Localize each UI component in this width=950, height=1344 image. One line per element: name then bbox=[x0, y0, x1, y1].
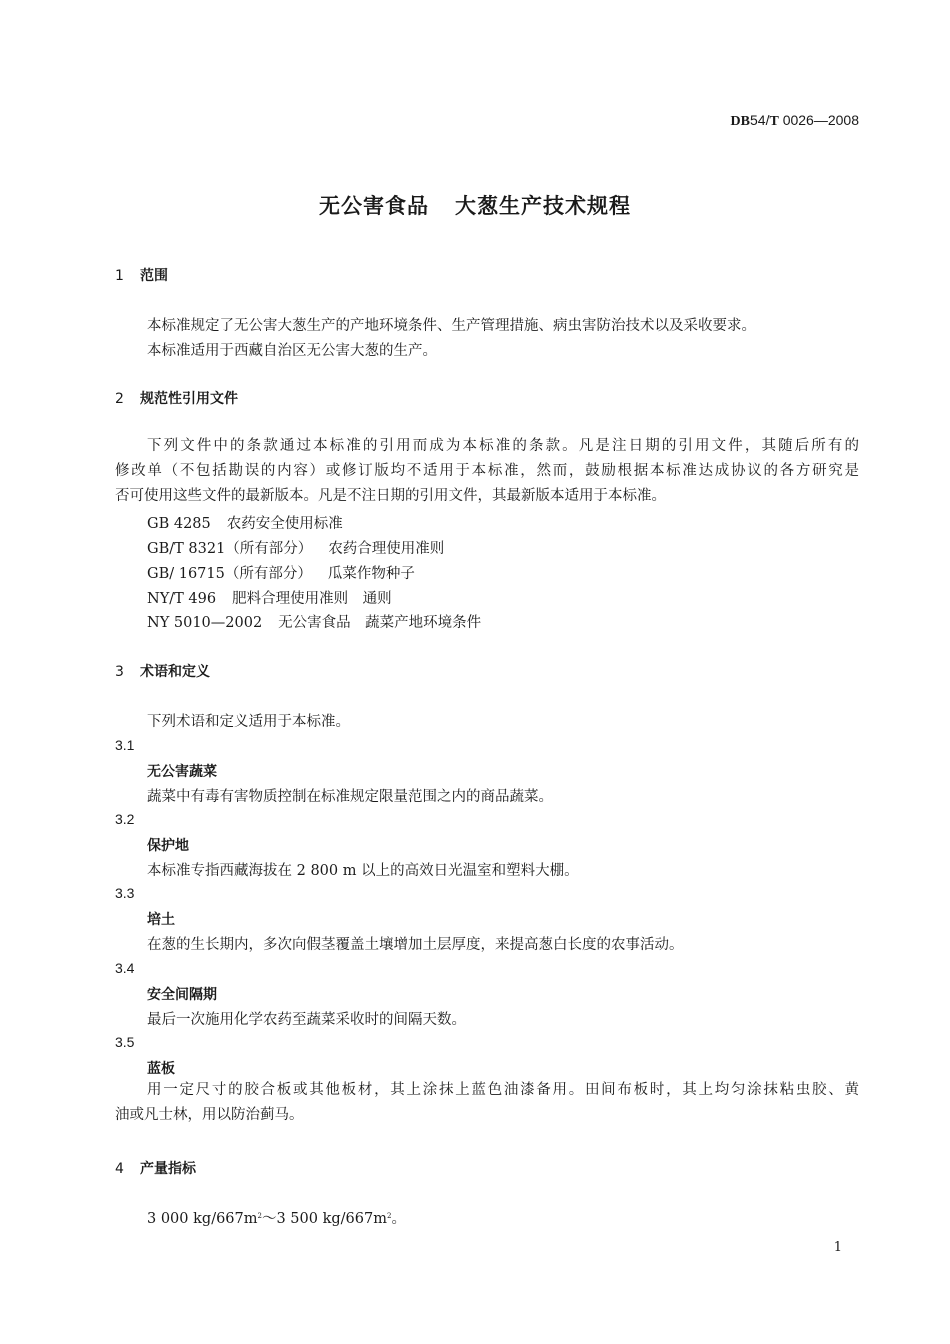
term-name: 安全间隔期 bbox=[147, 987, 217, 1003]
term-definition: 最后一次施用化学农药至蔬菜采收时的间隔天数。 bbox=[147, 1012, 466, 1028]
term-number: 3.2 bbox=[115, 811, 135, 827]
scope-line: 本标准规定了无公害大葱生产的产地环境条件、生产管理措施、病虫害防治技术以及采收要求。 bbox=[147, 318, 756, 334]
reference-item: NY/T 496 肥料合理使用准则 通则 bbox=[147, 591, 392, 607]
reference-item: GB 4285 农药安全使用标准 bbox=[147, 516, 343, 532]
term-name: 保护地 bbox=[147, 838, 189, 854]
term-number: 3.5 bbox=[115, 1034, 135, 1050]
terms-intro: 下列术语和定义适用于本标准。 bbox=[147, 714, 350, 730]
term-name: 培土 bbox=[147, 912, 175, 928]
term-name: 无公害蔬菜 bbox=[147, 764, 217, 780]
reference-item: NY 5010—2002 无公害食品 蔬菜产地环境条件 bbox=[147, 615, 482, 631]
standard-code: DB54/T 0026—2008 bbox=[730, 112, 859, 129]
term-definition: 蔬菜中有毒有害物质控制在标准规定限量范围之内的商品蔬菜。 bbox=[147, 789, 553, 805]
term-name: 蓝板 bbox=[147, 1061, 175, 1077]
section-heading-terms: 3 术语和定义 bbox=[115, 664, 210, 680]
section-heading-yield: 4 产量指标 bbox=[115, 1161, 196, 1177]
scope-line: 本标准适用于西藏自治区无公害大葱的生产。 bbox=[147, 343, 437, 359]
term-definition: 在葱的生长期内，多次向假茎覆盖土壤增加土层厚度，来提高葱白长度的农事活动。 bbox=[147, 937, 684, 953]
yield-value: 3 000 $kg/667m^2\sim 3$ 500 $kg/667m^2$。 bbox=[147, 1211, 406, 1227]
term-definition: 用一定尺寸的胶合板或其他板材，其上涂抹上蓝色油漆备用。田间布板时，其上均匀涂抹粘虫胶、黄 油或凡士林，用以防治蓟马。 bbox=[115, 1082, 859, 1123]
section-heading-scope: 1 范围 bbox=[115, 268, 168, 284]
reference-item: GB/T 8321（所有部分） 农药合理使用准则 bbox=[147, 541, 445, 557]
term-definition: 本标准专指西藏海拔在 2 800 m 以上的高效日光温室和塑料大棚。 bbox=[147, 863, 579, 879]
section-heading-normative-references: 2 规范性引用文件 bbox=[115, 391, 238, 407]
term-number: 3.3 bbox=[115, 885, 135, 901]
page-number: 1 bbox=[833, 1240, 842, 1255]
reference-item: GB/ 16715（所有部分） 瓜菜作物种子 bbox=[147, 566, 415, 582]
term-number: 3.1 bbox=[115, 737, 135, 753]
page-title: 无公害食品 大葱生产技术规程 bbox=[319, 194, 631, 218]
term-number: 3.4 bbox=[115, 960, 135, 976]
references-paragraph: 下列文件中的条款通过本标准的引用而成为本标准的条款。凡是注日期的引用文件，其随后所有的 修改单（不包括勘误的内容）或修订版均不适用于本标准，然而，鼓励根据本标准达成协议的各方研究是 否可使用这些文件的最新版本。凡是不注日期的引用文件，其最新版本适用于本标准。 bbox=[115, 438, 859, 504]
